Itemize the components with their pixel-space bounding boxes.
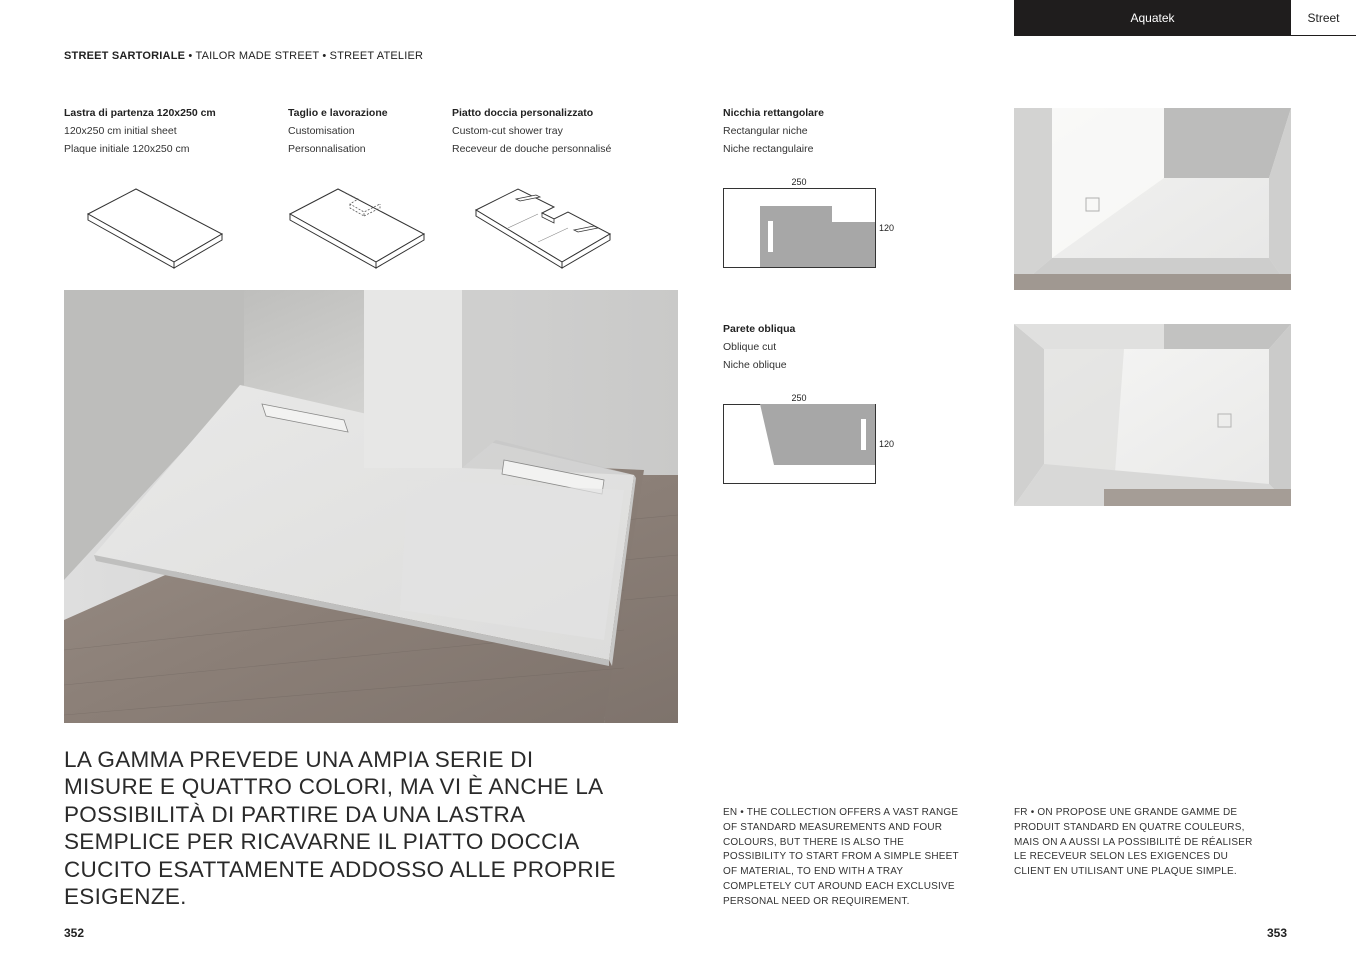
step-2-en: Customisation bbox=[288, 125, 355, 137]
niche-caption-1 bbox=[723, 104, 824, 158]
tab-aquatek[interactable]: Aquatek bbox=[1014, 0, 1291, 36]
headline: LA GAMMA PREVEDE UNA AMPIA SERIE DI MISURE E QUATTRO COLORI, MA VI È ANCHE LA POSSIBILITÀ DI PARTIRE DA UNA LASTRA SEMPLICE PER RICAVARNE IL PIATTO DOCCIA CUCITO ESATTAMENTE ADDOSSO ALLE PROPRIE ESIGENZE. bbox=[64, 747, 616, 910]
step-1-fr: Plaque initiale 120x250 cm bbox=[64, 143, 190, 155]
oblique-niche-photo bbox=[1014, 324, 1291, 506]
step-2-fr: Personnalisation bbox=[288, 143, 366, 155]
body-text-fr: FR • ON PROPOSE UNE GRANDE GAMME DE PRODUIT STANDARD EN QUATRE COULEURS, MAIS ON A AUSSI LA POSSIBILITÉ DE RÉALISER LE RECEVEUR SELON LES EXIGENCES DU CLIENT EN UTILISANT UNE PLAQUE SIMPLE. bbox=[1014, 807, 1253, 878]
niche-1-width-label: 250 bbox=[791, 177, 807, 187]
section-title bbox=[64, 50, 423, 62]
step-3-fr: Receveur de douche personnalisé bbox=[452, 143, 612, 155]
niche-1-en: Rectangular niche bbox=[723, 125, 808, 137]
oblique-niche-diagram bbox=[722, 392, 902, 486]
niche-2-it: Parete obliqua bbox=[723, 323, 796, 335]
page-number-left: 352 bbox=[64, 926, 85, 940]
niche-1-it: Nicchia rettangolare bbox=[723, 107, 824, 119]
section-title-rest: • TAILOR MADE STREET • STREET ATELIER bbox=[185, 50, 424, 62]
body-text-en: EN • THE COLLECTION OFFERS A VAST RANGE OF STANDARD MEASUREMENTS AND FOUR COLOURS, BUT THERE IS ALSO THE POSSIBILITY TO START FROM A SIMPLE SHEET OF MATERIAL, TO END WITH A TRAY COMPLETELY CUT AROUND EACH EXCLUSIVE PERSONAL NEED OR REQUIREMENT. bbox=[723, 807, 959, 907]
step-1-en: 120x250 cm initial sheet bbox=[64, 125, 177, 137]
step-caption-1 bbox=[64, 104, 216, 158]
niche-caption-2 bbox=[723, 320, 795, 374]
niche-1-fr: Niche rectangulaire bbox=[723, 143, 814, 155]
niche-2-en: Oblique cut bbox=[723, 341, 777, 353]
step-2-it: Taglio e lavorazione bbox=[288, 107, 388, 119]
step-3-en: Custom-cut shower tray bbox=[452, 125, 563, 137]
step-caption-3 bbox=[452, 104, 611, 158]
rectangular-niche-diagram bbox=[722, 176, 902, 270]
step-caption-2 bbox=[288, 104, 388, 158]
step-3-it: Piatto doccia personalizzato bbox=[452, 107, 594, 119]
niche-1-height-label: 120 bbox=[879, 223, 895, 233]
step-1-it: Lastra di partenza 120x250 cm bbox=[64, 107, 216, 119]
custom-tray-illustration bbox=[472, 186, 614, 272]
customisation-illustration bbox=[286, 186, 428, 272]
main-shower-photo bbox=[64, 290, 678, 723]
section-title-bold: STREET SARTORIALE bbox=[64, 50, 186, 62]
page-number-right: 353 bbox=[1267, 926, 1288, 940]
niche-2-width-label: 250 bbox=[791, 393, 807, 403]
initial-sheet-illustration bbox=[84, 186, 226, 272]
rectangular-niche-photo bbox=[1014, 108, 1291, 290]
niche-2-height-label: 120 bbox=[879, 439, 895, 449]
top-tabs bbox=[1014, 0, 1356, 36]
tab-street[interactable]: Street bbox=[1291, 0, 1356, 36]
niche-2-fr: Niche oblique bbox=[723, 359, 787, 371]
